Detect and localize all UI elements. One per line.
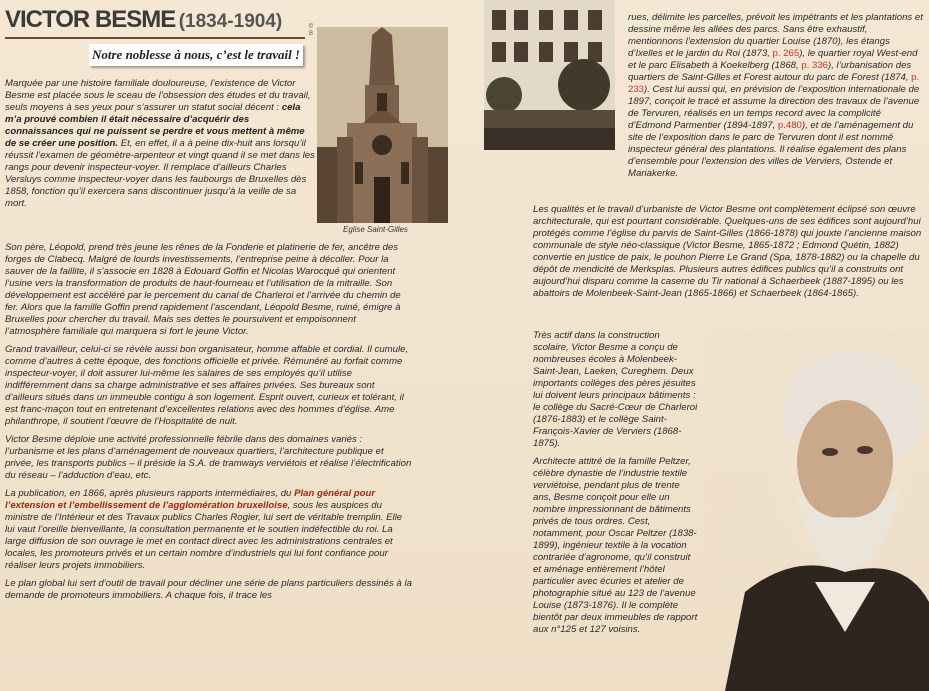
left-paragraph-6: Le plan global lui sert d’outil de travail pour décliner une série de plans particuliers dessinés à la demande de promoteurs immobiliers. A chaque fois, il trace les — [5, 578, 412, 601]
left-paragraph-1 — [5, 78, 315, 210]
left-paragraph-2: Son père, Léopold, prend très jeune les rênes de la Fonderie et platinerie de fer, ancêtre des forges de Clabecq. Malgré de lourds investissements, l’entreprise peine à décoller. Pour la sauver de la faillite, il s’associe en 1828 à Edouard Goffin et Nicolas Warocqué qui orientent l’usine vers la transformation de produits de haut-fourneau et l’utilisation de la mitraille. Son développement est accéléré par le percement du canal de Charleroi et l’arrivée du chemin de fer. Alors que la famille Goffin prend rapidement l’ascendant, Léopold Besme, ruiné, émigre à Bruxelles pour chercher du travail. Mais ses dettes le poursuivent et empoisonnent l’atmosphère familiale qui marquera si fort le jeune Victor. — [5, 242, 401, 337]
page-ref-4: p.480 — [777, 120, 802, 131]
page-ref-1: p. 265 — [772, 48, 800, 59]
title-name: VICTOR BESME — [5, 6, 176, 33]
street-illustration — [484, 0, 615, 150]
left-column — [5, 242, 412, 608]
photo-credit: ©B — [308, 24, 314, 37]
right-paragraph-3: Très actif dans la construction scolaire, Victor Besme a conçu de nombreuses écoles à Molenbeek-Saint-Jean, Laeken, Cureghem. Deux importants collèges des pères jésuites lui doivent leurs principaux bâtiments : le collège du Sacré-Cœur de Charleroi (1876-1883) et le collège Saint-François-Xavier de Verviers (1868-1875). — [533, 330, 698, 449]
portrait-photo — [705, 332, 929, 691]
right-paragraph-1 — [628, 12, 924, 180]
right-p1-e: ), et de l’aménagement du site de l’exposition dans le parc de Tervuren dont il est nommé inspecteur général des plantations. Il réalise également des plans d’ensemble pour l’extension des villes de Verviers, Ostende et Mariakerke. — [628, 120, 914, 179]
street-photo — [484, 0, 615, 150]
left-paragraph-4: Victor Besme déploie une activité professionnelle fébrile dans des domaines variés : l’urbanisme et les plans d’aménagement de nouveaux quartiers, l’architecture publique et privée, les transports publics – il préside la S.A. de tramways verviétois et réalise l’électrification du réseau – l’adduction d’eau, etc. — [5, 434, 412, 481]
right-paragraph-4: Architecte attitré de la famille Peltzer, célèbre dynastie de l’industrie textile verviétoise, pendant plus de trente ans, Besme conçoit pour elle un nombre impressionnant de bâtiments privés de tous ordres. Cest, notamment, pour Oscar Peltzer (1838-1899), ingénieur textile à la vocation contrariée d’agronome, qu’il construit et aménage entièrement l’hôtel particulier avec écuries et atelier de photographie situé au 123 de l’avenue Louise (1873-1876). Il le complète bientôt par deux immeubles de rapport aux n°125 et 127 voisins. — [533, 456, 698, 635]
plan-title-highlight: Plan général pour l’extension et l’embellissement de l’agglomération bruxelloise — [5, 488, 376, 511]
right-p1-c: ), l’urbanisation des quartiers de Saint-Gilles et Forest autour du parc de Forest (1874, — [628, 60, 912, 83]
left-paragraph-5 — [5, 488, 412, 572]
right-p1-a: rues, délimite les parcelles, prévoit les impétrants et les plantations et dessine même les allées des parcs. Sans être exhaustif, mentionnons l’extension du quartier Louise (1870), les étangs d’Ixelles et le jardin du Roi (1873, — [628, 12, 923, 59]
right-p1-b: ), le quartier royal West-end et le parc Elisabeth à Koekelberg (1868, — [628, 48, 918, 71]
right-column-top — [628, 12, 924, 186]
left-p1-bold: cela m’a prouvé combien il était nécessaire d’acquérir des connaissances qui ne puissent se perdre et vous mettent à même de se créer une position. — [5, 102, 305, 149]
church-illustration — [317, 27, 448, 223]
church-photo — [317, 27, 448, 223]
right-p1-d: ). Cest lui aussi qui, en prévision de l’exposition internationale de 1897, conçoit le tracé et assume la direction des travaux de l’avenue de Tervuren, réalisés en un temps record avec la complicité d’Edmond Parmentier (1894-1897, — [628, 84, 920, 131]
page-title — [5, 6, 282, 34]
left-p5-c: , sous les auspices du ministre de l’Intérieur et des Travaux publics Charles Rogier, lui sert de véritable tremplin. Elle lui vaut l’oreille bienveillante, la consultation permanente et le soutien indéfectible du roi. La large diffusion de son ouvrage le met en contact direct avec les administrations centrales et locales, les promoteurs privés et un certain nombre d’industriels qui lui font confiance pour réaliser leurs projets immobiliers. — [5, 500, 403, 571]
portrait-illustration — [705, 332, 929, 691]
left-column-top — [5, 78, 315, 216]
left-p5-a: La publication, en 1866, après plusieurs rapports intermédiaires, du — [5, 488, 295, 499]
right-column-bottom — [533, 330, 698, 642]
page-ref-2: p. 336 — [801, 60, 829, 71]
page-ref-3: p. 233 — [628, 72, 920, 95]
title-rule — [5, 37, 305, 39]
right-paragraph-2: Les qualités et le travail d’urbaniste de Victor Besme ont complètement éclipsé son œuvre architecturale, qui est pourtant considérable. Quelques-uns de ses édifices sont aujourd’hui protégés comme l’église du parvis de Saint-Gilles (1866-1878) qui jouxte l’ancienne maison communale de style néo-classique (Victor Besme, 1865-1872 ; Edmond Quétin, 1882) convertie en justice de paix, le pouhon Pierre Le Grand (Spa, 1878-1882) ou la chapelle du dépôt de mendicité de Merksplas. Plusieurs autres édifices publics qu’il a construits ont aujourd’hui disparu comme la caserne du Tir national à Schaerbeek (1887-1895) ou les abattoirs de Molenbeek-Saint-Jean (1865-1866) et Schaerbeek (1864-1865). — [533, 204, 922, 299]
title-dates: (1834-1904) — [178, 11, 283, 32]
left-paragraph-3: Grand travailleur, celui-ci se révèle aussi bon organisateur, homme affable et cordial. Il cumule, comme d’autres à cette époque, des fonctions officielle et privée. Rémunéré au forfait comme inspecteur-voyer, il doit assurer lui-même les salaires de ses employés qu’il utilise indifféremment dans sa charge administrative et ses affaires privées. Ses bureaux sont d’ailleurs situés dans un immeuble contigu à son logement. Esprit ouvert, curieux et tolérant, il est franc-maçon tout en entretenant d’excellentes relations avec des hommes d’église. Ame philanthrope, il soutient l’œuvre de l’Hospitalité de nuit. — [5, 344, 409, 427]
motto-box: Notre noblesse à nous, c’est le travail ! — [89, 44, 303, 66]
church-caption: Eglise Saint-Gilles — [343, 225, 408, 234]
left-p1-a: Marquée par une histoire familiale douloureuse, l’existence de Victor Besme est placée sous le sceau de l’obsession des études et du travail, seuls moyens à ses yeux pour s’assurer un statut social décent : — [5, 78, 311, 113]
right-column-mid — [533, 204, 923, 306]
left-p1-c: Et, en effet, il a à peine dix-huit ans lorsqu’il réussit l’examen de géomètre-arpenteur et vingt quand il se met dans les rangs pour devenir inspecteur-voyer. Il remplace d’ailleurs Charles Versluys comme inspecteur-voyer dans les faubourgs de Bruxelles dès 1858, fonction qu’il exercera sans discontinuer jusqu’à la veille de sa mort. — [5, 138, 315, 209]
